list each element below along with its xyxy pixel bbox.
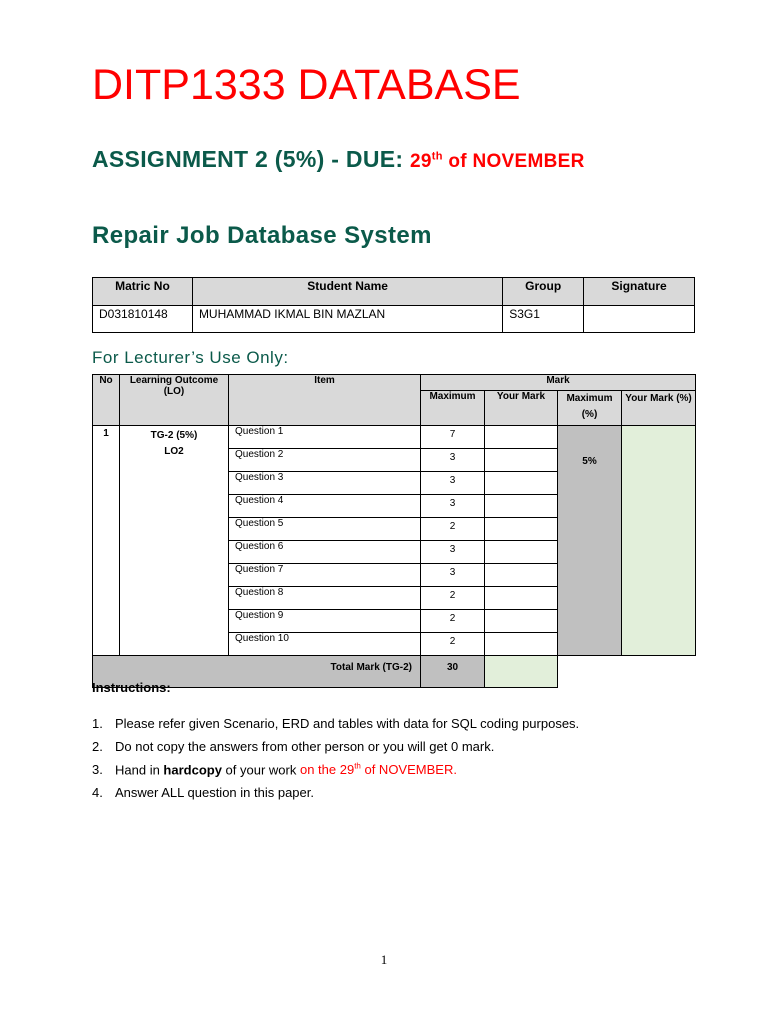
question-label: Question 10	[229, 633, 421, 656]
group-value: S3G1	[503, 306, 584, 333]
instruction-item	[92, 716, 579, 739]
question-label: Question 2	[229, 449, 421, 472]
question-max: 2	[421, 587, 485, 610]
header-group: Group	[503, 278, 584, 306]
question-max: 7	[421, 426, 485, 449]
student-name-value: MUHAMMAD IKMAL BIN MAZLAN	[192, 306, 502, 333]
instruction-text: Answer ALL question in this paper.	[115, 785, 314, 800]
total-your-mark-field[interactable]	[485, 656, 558, 688]
due-day: 29	[410, 151, 432, 172]
question-your-mark-field[interactable]	[485, 449, 558, 472]
instruction-number: 2.	[92, 739, 103, 754]
header-your-mark: Your Mark	[485, 391, 558, 426]
instruction-item	[92, 785, 579, 808]
total-max-value: 30	[421, 656, 485, 688]
your-mark-pct-field[interactable]	[622, 426, 696, 656]
header-matric-no: Matric No	[93, 278, 193, 306]
lo-label: LO2	[164, 446, 184, 457]
question-label: Question 1	[229, 426, 421, 449]
header-learning-outcome: Learning Outcome (LO)	[120, 375, 229, 426]
instruction-hardcopy: hardcopy	[163, 762, 222, 778]
question-row	[93, 426, 696, 449]
question-your-mark-field[interactable]	[485, 426, 558, 449]
student-table-row	[93, 306, 695, 333]
header-mark: Mark	[421, 375, 696, 391]
student-table-header	[93, 278, 695, 306]
question-max: 2	[421, 610, 485, 633]
course-title: DITP1333 DATABASE	[92, 61, 521, 109]
question-max: 3	[421, 564, 485, 587]
question-label: Question 6	[229, 541, 421, 564]
question-max: 3	[421, 495, 485, 518]
question-max: 2	[421, 633, 485, 656]
instruction-number: 4.	[92, 785, 103, 800]
question-max: 3	[421, 472, 485, 495]
instruction-due-suffix: th	[354, 762, 361, 771]
due-day-suffix: th	[431, 150, 443, 163]
instruction-due-day: on the 29	[299, 762, 355, 778]
header-no: No	[93, 375, 120, 426]
question-your-mark-field[interactable]	[485, 610, 558, 633]
due-month: of NOVEMBER	[442, 151, 585, 172]
question-label: Question 3	[229, 472, 421, 495]
question-rows	[93, 426, 696, 656]
question-your-mark-field[interactable]	[485, 633, 558, 656]
header-maximum-pct: Maximum (%)	[558, 391, 622, 426]
page-number: 1	[380, 952, 388, 967]
lecturer-use-heading: For Lecturer’s Use Only:	[92, 348, 289, 367]
header-your-mark-pct: Your Mark (%)	[622, 391, 696, 426]
header-maximum: Maximum	[421, 391, 485, 426]
question-your-mark-field[interactable]	[485, 564, 558, 587]
signature-field	[584, 306, 695, 333]
student-info-table	[92, 277, 695, 333]
assignment-label: ASSIGNMENT 2 (5%) - DUE:	[92, 146, 411, 172]
row-number: 1	[93, 426, 120, 656]
question-label: Question 5	[229, 518, 421, 541]
instruction-text: Do not copy the answers from other person or you will get 0 mark.	[115, 739, 495, 754]
header-signature: Signature	[584, 278, 695, 306]
instruction-list	[92, 716, 579, 808]
question-label: Question 4	[229, 495, 421, 518]
instruction-text-mid: of your work	[221, 762, 300, 778]
question-label: Question 9	[229, 610, 421, 633]
max-pct-value: 5%	[558, 426, 622, 656]
instruction-due-month: of NOVEMBER.	[360, 762, 457, 778]
header-item: Item	[229, 375, 421, 426]
question-your-mark-field[interactable]	[485, 472, 558, 495]
question-your-mark-field[interactable]	[485, 587, 558, 610]
learning-outcome-cell	[120, 426, 229, 656]
instruction-text: Please refer given Scenario, ERD and tables with data for SQL coding purposes.	[115, 716, 580, 731]
total-row	[93, 656, 696, 688]
question-your-mark-field[interactable]	[485, 541, 558, 564]
question-label: Question 7	[229, 564, 421, 587]
question-max: 3	[421, 541, 485, 564]
header-student-name: Student Name	[192, 278, 502, 306]
instruction-item	[92, 739, 579, 762]
instructions-heading: Instructions:	[92, 680, 171, 695]
question-max: 3	[421, 449, 485, 472]
instruction-due-date	[300, 762, 457, 777]
instruction-item	[92, 762, 579, 785]
question-max: 2	[421, 518, 485, 541]
mark-table	[92, 374, 696, 688]
assignment-due-line	[92, 146, 585, 173]
question-your-mark-field[interactable]	[485, 518, 558, 541]
due-date	[410, 151, 585, 172]
tg-label: TG-2 (5%)	[150, 430, 198, 441]
question-label: Question 8	[229, 587, 421, 610]
matric-no-value: D031810148	[93, 306, 193, 333]
mark-table-header-row-1	[93, 375, 696, 391]
system-title: Repair Job Database System	[92, 222, 432, 249]
question-your-mark-field[interactable]	[485, 495, 558, 518]
instruction-number: 3.	[92, 762, 103, 778]
instruction-text-start: Hand in	[115, 762, 164, 778]
total-label: Total Mark (TG-2)	[93, 656, 421, 688]
instruction-number: 1.	[92, 716, 103, 731]
